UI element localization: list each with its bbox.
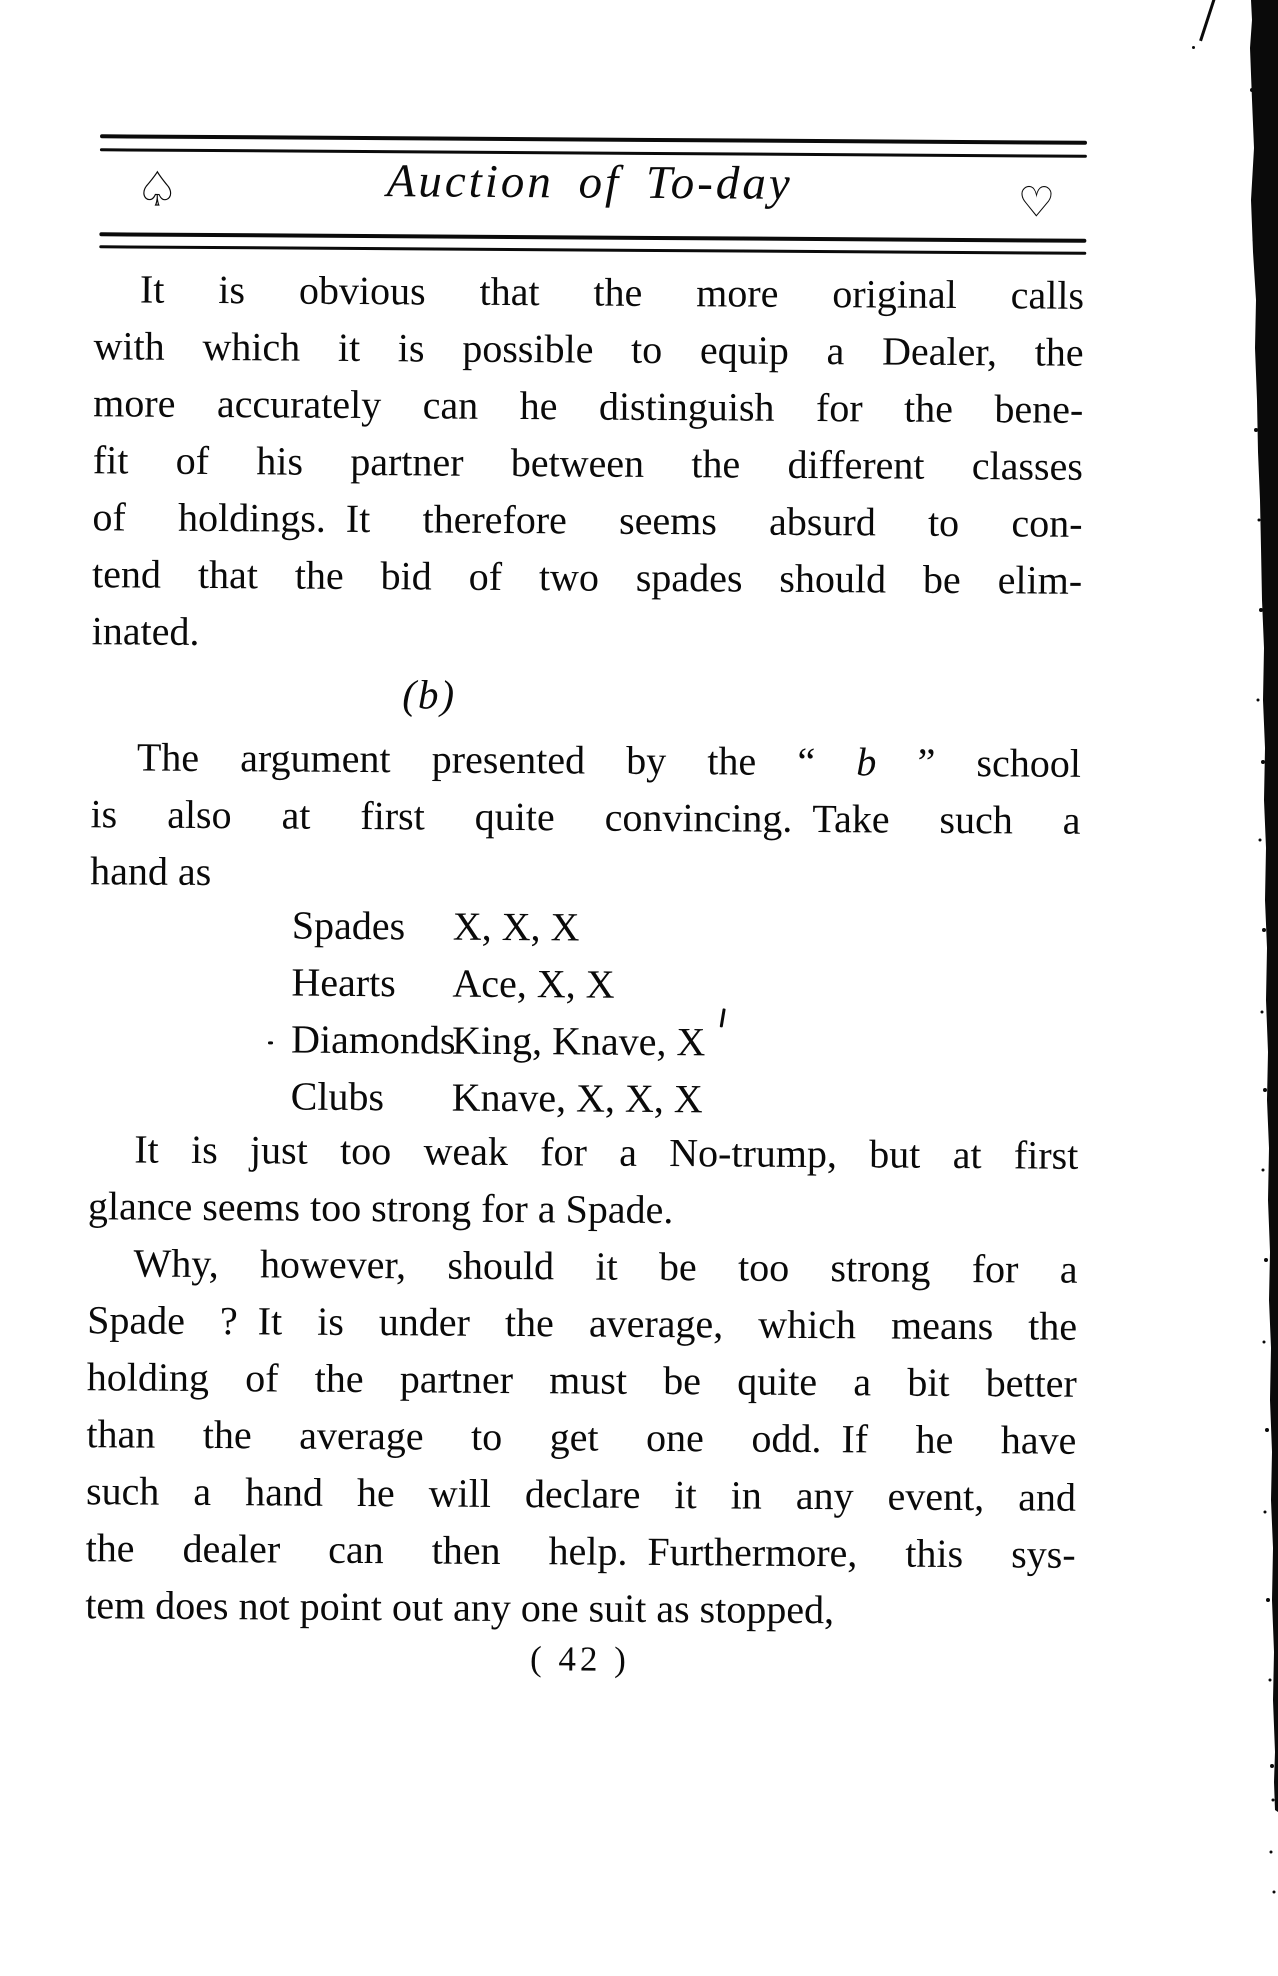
text-line: of holdings. It therefore seems absurd to con- (92, 494, 1083, 546)
text-line: inated. (91, 608, 200, 654)
section-label-b: (b) (402, 671, 457, 718)
text-line: Spade ? It is under the average, which means the (87, 1297, 1078, 1349)
scan-edge-artifact (1234, 0, 1278, 1968)
text-line (91, 728, 1081, 792)
rule-line (100, 134, 1087, 145)
hand-row-spades (90, 895, 1080, 959)
text-line: Why, however, should it be too strong for a (133, 1240, 1078, 1292)
rule-line (99, 232, 1086, 243)
text-segment-italic-b: b (856, 739, 877, 785)
text-line: with which it is possible to equip a Dealer, the (93, 323, 1084, 375)
suit-cards: Knave, X, X, X (451, 1074, 703, 1122)
suit-label: Hearts (291, 959, 396, 1006)
suit-label: Clubs (290, 1073, 385, 1120)
text-line: glance seems too strong for a Spade. (87, 1183, 674, 1233)
text-line: It is just too weak for a No-trump, but at first (134, 1126, 1079, 1178)
scan-speck (268, 1041, 273, 1044)
suit-cards: X, X, X (452, 903, 580, 950)
text-segment: ” school (876, 739, 1082, 786)
rule-line (99, 245, 1086, 255)
header-bottom-rule (99, 232, 1086, 255)
text-line: fit of his partner between the different classes (92, 437, 1084, 489)
hand-row-diamonds (89, 1009, 1079, 1073)
paragraph-1 (92, 260, 1085, 666)
spade-suit-icon: ♤ (135, 163, 179, 217)
hand-row-hearts (89, 952, 1079, 1016)
paragraph-3 (88, 1120, 1079, 1241)
page-number: ( 42 ) (529, 1639, 630, 1679)
text-line: is also at first quite convincing. Take such a (90, 791, 1081, 843)
suit-cards: King, Knave, X (451, 1017, 706, 1065)
text-line: tem does not point out any one suit as stopped, (85, 1582, 835, 1633)
text-line: hand as (90, 848, 212, 895)
suit-label: Diamonds (290, 1016, 456, 1063)
heart-suit-icon: ♡ (1017, 180, 1056, 227)
text-line: such a hand he will declare it in any event, and (85, 1468, 1077, 1520)
text-line: the dealer can then help. Furthermore, this sys- (85, 1525, 1076, 1577)
suit-label: Spades (291, 902, 406, 949)
hand-table (88, 895, 1079, 1130)
text-line: tend that the bid of two spades should be elim- (91, 551, 1083, 603)
scan-speck (1192, 46, 1195, 49)
paragraph-2 (90, 728, 1081, 906)
text-line: than the average to get one odd. If he have (86, 1411, 1077, 1463)
text-line: It is obvious that the more original calls (139, 266, 1085, 318)
paragraph-4 (85, 1234, 1078, 1640)
text-line: holding of the partner must be quite a bit better (86, 1354, 1077, 1406)
text-segment: The argument presented by the “ (136, 734, 857, 785)
text-line: more accurately can he distinguish for the bene- (93, 380, 1084, 432)
suit-cards: Ace, X, X (452, 960, 615, 1007)
page-title: Auction of To-day (386, 155, 793, 210)
